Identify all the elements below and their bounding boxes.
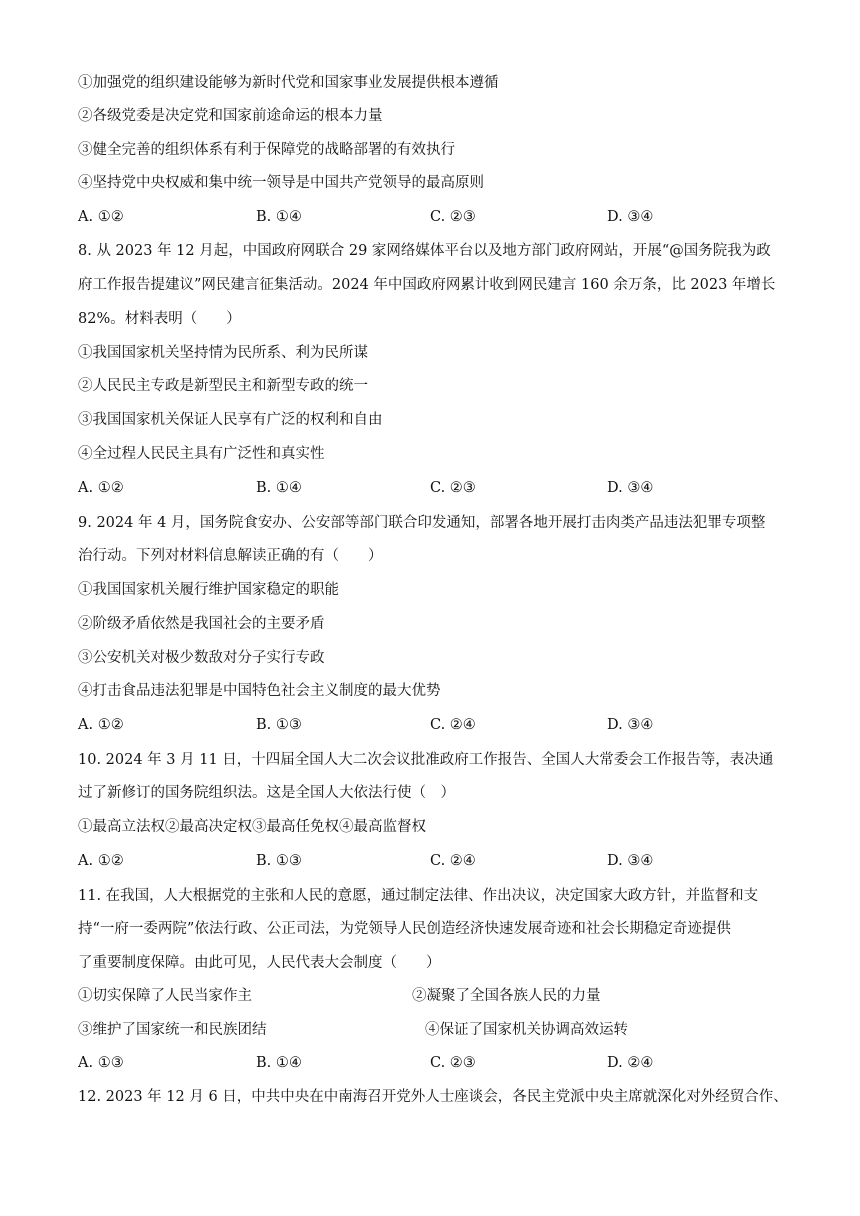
statement-2: ②阶级矛盾依然是我国社会的主要矛盾: [78, 616, 325, 632]
statement-1: ①切实保障了人民当家作主: [78, 988, 252, 1004]
option-d: D. ③④: [607, 480, 654, 496]
option-a: A. ①③: [78, 1055, 124, 1071]
question-text: 8. 从 2023 年 12 月起，中国政府网联合 29 家网络媒体平台以及地方部门政府网站，开展“@国务院我为政: [78, 243, 771, 259]
statement-2: ②各级党委是决定党和国家前途命运的根本力量: [78, 108, 383, 124]
option-b: B. ①④: [256, 209, 302, 225]
option-b: B. ①③: [256, 853, 302, 869]
statement-1: ①我国国家机关履行维护国家稳定的职能: [78, 582, 339, 598]
option-c: C. ②④: [430, 853, 476, 869]
option-c: C. ②③: [430, 1055, 476, 1071]
question-text: 82%。材料表明（ ）: [78, 311, 241, 327]
statement-1: ①加强党的组织建设能够为新时代党和国家事业发展提供根本遵循: [78, 75, 499, 91]
question-text: 治行动。下列对材料信息解读正确的有（ ）: [78, 548, 383, 564]
statement-3: ③健全完善的组织体系有利于保障党的战略部署的有效执行: [78, 142, 455, 158]
option-a: A. ①②: [78, 209, 124, 225]
statement-2: ②人民民主专政是新型民主和新型专政的统一: [78, 378, 368, 394]
statement-3: ③我国国家机关保证人民享有广泛的权利和自由: [78, 412, 383, 428]
question-text: 了重要制度保障。由此可见，人民代表大会制度（ ）: [78, 955, 441, 971]
statement-1: ①我国国家机关坚持情为民所系、利为民所谋: [78, 345, 368, 361]
option-a: A. ①②: [78, 853, 124, 869]
statement-4: ④打击食品违法犯罪是中国特色社会主义制度的最大优势: [78, 683, 441, 699]
option-b: B. ①④: [256, 480, 302, 496]
option-b: B. ①④: [256, 1055, 302, 1071]
statement-list: ①最高立法权②最高决定权③最高任免权④最高监督权: [78, 819, 426, 835]
statement-4: ④保证了国家机关协调高效运转: [425, 1022, 628, 1038]
statement-4: ④坚持党中央权威和集中统一领导是中国共产党领导的最高原则: [78, 175, 484, 191]
statement-3: ③维护了国家统一和民族团结: [78, 1022, 267, 1038]
question-text: 10. 2024 年 3 月 11 日，十四届全国人大二次会议批准政府工作报告、全国人大常委会工作报告等，表决通: [78, 752, 774, 768]
option-c: C. ②④: [430, 717, 476, 733]
question-text: 11. 在我国，人大根据党的主张和人民的意愿，通过制定法律、作出决议，决定国家大政方针，并监督和支: [78, 888, 759, 904]
question-text: 持“一府一委两院”依法行政、公正司法，为党领导人民创造经济快速发展奇迹和社会长期稳定奇迹提供: [78, 921, 731, 937]
option-a: A. ①②: [78, 480, 124, 496]
question-text: 过了新修订的国务院组织法。这是全国人大依法行使（ ）: [78, 785, 455, 801]
statement-3: ③公安机关对极少数敌对分子实行专政: [78, 650, 325, 666]
option-a: A. ①②: [78, 717, 124, 733]
option-d: D. ③④: [607, 717, 654, 733]
question-text: 12. 2023 年 12 月 6 日，中共中央在中南海召开党外人士座谈会，各民主党派中央主席就深化对外经贸合作、: [78, 1089, 788, 1105]
question-text: 9. 2024 年 4 月，国务院食安办、公安部等部门联合印发通知，部署各地开展打击肉类产品违法犯罪专项整: [78, 515, 766, 531]
statement-2: ②凝聚了全国各族人民的力量: [412, 988, 601, 1004]
option-d: D. ③④: [607, 853, 654, 869]
option-d: D. ②④: [607, 1055, 654, 1071]
option-d: D. ③④: [607, 209, 654, 225]
option-b: B. ①③: [256, 717, 302, 733]
option-c: C. ②③: [430, 480, 476, 496]
question-text: 府工作报告提建议”网民建言征集活动。2024 年中国政府网累计收到网民建言 160 余万条，比 2023 年增长: [78, 277, 776, 293]
statement-4: ④全过程人民民主具有广泛性和真实性: [78, 446, 325, 462]
option-c: C. ②③: [430, 209, 476, 225]
